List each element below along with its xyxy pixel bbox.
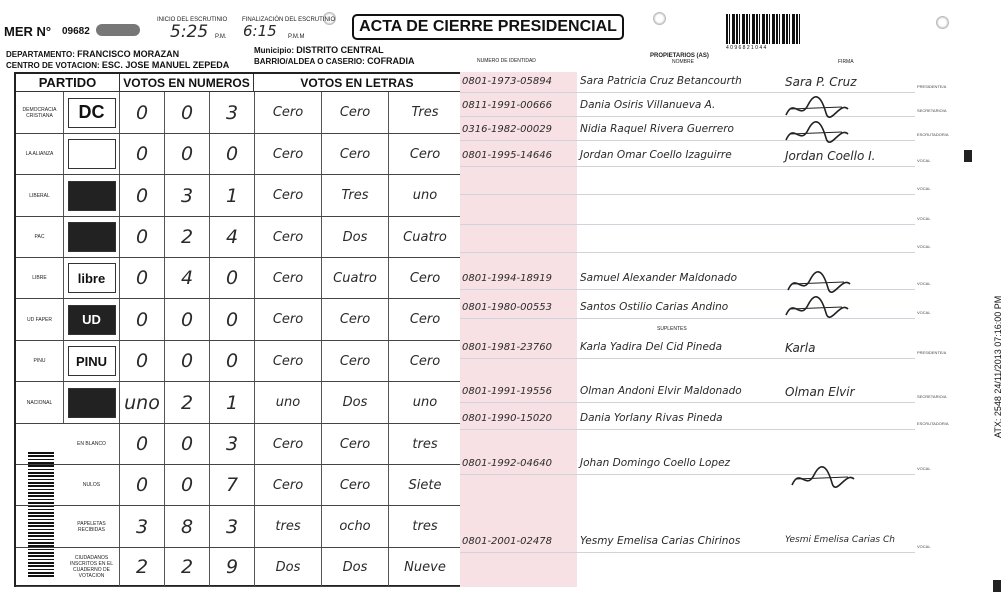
vote-word: uno — [275, 395, 301, 410]
member-role: VOCAL — [917, 244, 931, 249]
vote-word-cell — [390, 134, 460, 174]
party-logo-icon — [68, 139, 116, 169]
centro-label: CENTRO DE VOTACION: — [6, 61, 100, 70]
member-row-line — [460, 166, 915, 167]
vote-number-cell — [165, 424, 210, 464]
municipio-value: DISTRITO CENTRAL — [296, 45, 384, 55]
vote-number-cell — [210, 92, 255, 133]
vote-number: 0 — [180, 308, 194, 331]
party-logo-cell — [64, 258, 120, 298]
member-id: 0801-1990-15020 — [462, 413, 552, 424]
vote-number: 0 — [135, 267, 149, 289]
summary-row — [16, 548, 460, 587]
departamento-value: FRANCISCO MORAZAN — [77, 49, 180, 59]
member-id: 0801-1992-04640 — [462, 458, 552, 469]
member-name: Santos Ostilio Carias Andino — [580, 301, 729, 313]
party-name: DEMOCRACIA CRISTIANA — [22, 106, 57, 119]
vote-number-cell — [165, 134, 210, 174]
vote-word: Cero — [339, 477, 371, 493]
vote-number-cell — [210, 217, 255, 257]
vote-word-cell — [322, 92, 389, 133]
vote-word: Cero — [272, 312, 304, 327]
vote-word: tres — [412, 436, 438, 452]
member-role: ESCRUTADOR/A — [917, 132, 949, 137]
party-name: LIBRE — [32, 275, 47, 281]
results-table — [14, 72, 462, 587]
vote-word-cell — [322, 465, 389, 505]
vote-word: Cero — [272, 105, 304, 120]
member-row-line — [460, 224, 915, 225]
vote-number-cell — [165, 258, 210, 298]
departamento-row — [6, 49, 179, 59]
final-time: 6:15 — [243, 22, 277, 40]
member-id: 0316-1982-00029 — [462, 124, 552, 135]
party-name: LIBERAL — [29, 192, 50, 199]
member-signature: Olman Elvir — [785, 385, 855, 399]
vote-word: Cero — [272, 188, 304, 203]
vote-word: Dos — [342, 559, 368, 575]
vote-number: 0 — [135, 101, 149, 124]
vote-word: Cero — [339, 312, 371, 327]
inicio-label: INICIO DEL ESCRUTINIO — [157, 17, 228, 23]
col-header-partido: PARTIDO — [16, 74, 120, 92]
member-row-line — [460, 252, 915, 253]
col-header-id: NUMERO DE IDENTIDAD — [477, 58, 536, 64]
member-id: 0811-1991-00666 — [462, 100, 552, 111]
member-name: Karla Yadira Del Cid Pineda — [580, 341, 723, 353]
signature-scribble-icon — [782, 120, 852, 148]
member-role: VOCAL — [917, 544, 931, 549]
member-name: Olman Andoni Elvir Maldonado — [580, 385, 742, 397]
party-name-cell — [16, 217, 64, 257]
vote-number-cell — [165, 465, 210, 505]
departamento-label: DEPARTAMENTO: — [6, 50, 75, 59]
vote-word: Nueve — [404, 559, 446, 575]
summary-label: EN BLANCO — [77, 441, 106, 447]
vote-word-cell — [390, 217, 460, 257]
signature-scribble-icon — [782, 295, 852, 323]
vote-number: 3 — [225, 433, 239, 455]
member-name: Johan Domingo Coello Lopez — [580, 457, 731, 469]
vote-number: 3 — [225, 515, 239, 538]
party-logo-cell — [64, 92, 120, 133]
party-name: PAC — [34, 234, 45, 240]
member-role: VOCAL — [917, 186, 931, 191]
vote-word: Cero — [409, 312, 441, 327]
vote-number-cell — [120, 258, 165, 298]
member-id: 0801-1995-14646 — [462, 150, 552, 161]
vote-number: 0 — [225, 350, 239, 372]
vote-word: Dos — [342, 395, 368, 410]
vote-word-cell — [255, 465, 322, 505]
member-name: Nidia Raquel Rivera Guerrero — [580, 123, 734, 135]
vote-word: tres — [275, 519, 301, 534]
party-row — [16, 299, 460, 341]
party-logo-cell — [64, 175, 120, 216]
mer-label: MER N° — [4, 24, 52, 39]
vote-word: Cero — [409, 353, 441, 369]
vote-number: 0 — [135, 226, 149, 248]
vote-word-cell — [322, 217, 389, 257]
vote-number: 0 — [225, 143, 239, 165]
vote-word: Cero — [272, 146, 304, 162]
member-row-line — [460, 358, 915, 359]
vote-word-cell — [255, 217, 322, 257]
vote-number-cell — [120, 382, 165, 423]
member-name: Dania Yorlany Rivas Pineda — [580, 412, 723, 424]
centro-row — [6, 60, 229, 70]
vote-number-cell — [120, 341, 165, 381]
punch-hole — [936, 16, 949, 29]
vote-number-cell — [165, 92, 210, 133]
party-row — [16, 258, 460, 299]
vote-number: 0 — [180, 433, 194, 455]
vote-number-cell — [210, 548, 255, 586]
vote-number: 7 — [225, 474, 239, 496]
party-name-cell — [16, 299, 64, 340]
vote-number-cell — [210, 258, 255, 298]
vote-number-cell — [210, 506, 255, 547]
party-name: PINU — [33, 358, 46, 364]
vote-number-cell — [120, 299, 165, 340]
vote-word: Cero — [339, 105, 371, 120]
vote-word-cell — [255, 424, 322, 464]
vote-number-cell — [120, 134, 165, 174]
member-role: PRESIDENTE/A — [917, 350, 947, 355]
vote-word-cell — [390, 424, 460, 464]
municipio-row — [254, 45, 384, 55]
barcode — [726, 14, 802, 44]
party-row — [16, 382, 460, 424]
vote-number-cell — [120, 217, 165, 257]
vote-number: 0 — [135, 184, 149, 207]
member-role: VOCAL — [917, 466, 931, 471]
vote-number: 9 — [225, 556, 239, 578]
vote-number-cell — [165, 506, 210, 547]
vote-number: 0 — [135, 143, 149, 165]
vote-word: tres — [412, 519, 438, 534]
summary-label: CIUDADANOS INSCRITOS EN EL CUADERNO DE VOTACION — [70, 555, 113, 579]
party-logo-icon: DC — [68, 98, 116, 128]
member-signature: Yesmi Emelisa Carias Ch — [785, 535, 895, 545]
col-header-letras: VOTOS EN LETRAS — [254, 74, 460, 92]
member-id: 0801-1981-23760 — [462, 342, 552, 353]
tse-logo-icon — [96, 24, 140, 36]
vote-word-cell — [390, 175, 460, 216]
vote-word-cell — [390, 258, 460, 298]
member-signature: Karla — [785, 341, 816, 355]
transmission-stamp: ATX: 2548 24/11/2013 07:16:00 PM — [993, 295, 1003, 438]
vote-number-cell — [210, 175, 255, 216]
inicio-suffix: P.M. — [215, 34, 227, 40]
mer-number: 09682 — [62, 26, 90, 37]
summary-row — [16, 465, 460, 506]
vote-number: 0 — [135, 350, 149, 372]
summary-row — [16, 424, 460, 465]
vote-number: 0 — [180, 350, 194, 372]
vote-word-cell — [255, 299, 322, 340]
signature-scribble-icon — [784, 270, 854, 298]
vote-number: 0 — [135, 474, 149, 496]
vote-number: 2 — [180, 391, 194, 414]
party-logo-icon — [68, 181, 116, 211]
vote-word-cell — [255, 341, 322, 381]
summary-label-cell — [64, 465, 120, 505]
vote-number: 3 — [135, 515, 149, 538]
party-row — [16, 175, 460, 217]
member-role: VOCAL — [917, 158, 931, 163]
signature-scribble-icon — [788, 465, 858, 493]
col-header-propietarios: PROPIETARIOS (AS) — [650, 53, 709, 59]
party-name: LA ALIANZA — [25, 151, 54, 157]
member-row-line — [460, 552, 915, 553]
vote-word-cell — [390, 506, 460, 547]
col-header-nombre: NOMBRE — [672, 59, 694, 65]
member-id: 0801-1980-00553 — [462, 302, 552, 313]
vote-number-cell — [120, 465, 165, 505]
vote-word: Dos — [275, 559, 301, 575]
vote-word: Cuatro — [333, 270, 377, 286]
vote-word: Siete — [408, 477, 442, 493]
party-logo-cell — [64, 341, 120, 381]
vote-number-cell — [165, 341, 210, 381]
member-id: 0801-1991-19556 — [462, 386, 552, 397]
punch-hole — [653, 12, 666, 25]
party-row — [16, 134, 460, 175]
vote-word-cell — [255, 258, 322, 298]
vote-number-cell — [165, 382, 210, 423]
vote-number-cell — [210, 134, 255, 174]
vote-word-cell — [322, 506, 389, 547]
vote-word-cell — [322, 424, 389, 464]
barrio-label: BARRIO/ALDEA O CASERIO: — [254, 57, 365, 66]
member-role: VOCAL — [917, 281, 931, 286]
summary-row — [16, 506, 460, 548]
vote-word-cell — [322, 299, 389, 340]
vote-number-cell — [120, 92, 165, 133]
vote-number: 1 — [225, 184, 239, 207]
acta-title: ACTA DE CIERRE PRESIDENCIAL — [352, 14, 624, 40]
member-role: SECRETARIO/A — [917, 108, 947, 113]
vote-word-cell — [255, 506, 322, 547]
vote-number: 0 — [180, 143, 194, 165]
vote-number: uno — [124, 391, 160, 414]
vote-word: Cero — [339, 353, 371, 369]
vote-number: 4 — [225, 226, 239, 248]
member-signature: Sara P. Cruz — [785, 75, 857, 89]
vote-word-cell — [390, 299, 460, 340]
vote-word: Tres — [341, 188, 369, 203]
party-name: NACIONAL — [26, 399, 53, 406]
vote-word: Cero — [409, 270, 441, 286]
vote-number: 2 — [180, 556, 194, 578]
centro-value: ESC. JOSE MANUEL ZEPEDA — [101, 60, 230, 70]
signature-scribble-icon — [782, 95, 852, 123]
member-row-line — [460, 429, 915, 430]
party-logo-cell — [64, 217, 120, 257]
party-logo-icon — [68, 388, 116, 418]
vote-word-cell — [322, 382, 389, 423]
party-name-cell — [16, 341, 64, 381]
vote-word: Dos — [342, 229, 368, 245]
vote-word-cell — [322, 341, 389, 381]
party-logo-cell — [64, 299, 120, 340]
member-id: 0801-1994-18919 — [462, 273, 552, 284]
vote-word: Tres — [411, 105, 439, 120]
vote-word: Cero — [409, 146, 441, 162]
vote-word: uno — [412, 188, 438, 203]
barcode-number: 4 0 9 6 8 2 1 0 4 4 — [726, 45, 767, 51]
member-role: SECRETARIO/A — [917, 394, 947, 399]
vote-number-cell — [165, 175, 210, 216]
barrio-value: COFRADIA — [367, 56, 415, 66]
vote-word-cell — [322, 548, 389, 586]
vote-word-cell — [390, 92, 460, 133]
vote-number: 0 — [225, 308, 239, 331]
inicio-time: 5:25 — [170, 22, 209, 42]
suplentes-label: SUPLENTES — [657, 326, 687, 332]
vote-word-cell — [255, 92, 322, 133]
vote-word: Cero — [272, 436, 304, 452]
municipio-label: Municipio: — [254, 46, 294, 55]
member-role: PRESIDENTE/A — [917, 84, 947, 89]
party-logo-cell — [64, 134, 120, 174]
vote-word: Cero — [339, 146, 371, 162]
vote-number-cell — [165, 217, 210, 257]
vote-number: 0 — [225, 267, 239, 289]
col-header-firma: FIRMA — [838, 59, 854, 65]
vote-number-cell — [120, 424, 165, 464]
vote-number: 0 — [135, 308, 149, 331]
member-name: Sara Patricia Cruz Betancourth — [580, 75, 742, 87]
vote-number-cell — [210, 382, 255, 423]
final-suffix: P.M.M — [288, 34, 305, 40]
party-logo-icon: UD — [68, 305, 116, 335]
vote-word: Cero — [272, 477, 304, 493]
vote-number: 1 — [225, 391, 239, 414]
vote-word-cell — [390, 548, 460, 586]
final-label: FINALIZACIÓN DEL ESCRUTINIO — [242, 17, 336, 23]
member-name: Samuel Alexander Maldonado — [580, 272, 738, 284]
vote-number: 0 — [180, 101, 194, 124]
vote-word-cell — [322, 258, 389, 298]
vote-word-cell — [255, 175, 322, 216]
party-name-cell — [16, 258, 64, 298]
vote-number-cell — [165, 548, 210, 586]
vote-word-cell — [322, 134, 389, 174]
vote-word-cell — [255, 134, 322, 174]
party-name-cell — [16, 92, 64, 133]
vote-word-cell — [322, 175, 389, 216]
member-role: VOCAL — [917, 216, 931, 221]
member-name: Yesmy Emelisa Carias Chirinos — [580, 535, 741, 547]
vote-number-cell — [165, 299, 210, 340]
party-name-cell — [16, 382, 64, 423]
party-name-cell — [16, 175, 64, 216]
party-name-cell — [16, 134, 64, 174]
vote-word: uno — [412, 395, 438, 410]
member-signature: Jordan Coello I. — [785, 149, 876, 163]
vote-number: 4 — [180, 267, 194, 289]
vote-word: ocho — [339, 519, 371, 534]
vote-number-cell — [210, 465, 255, 505]
vote-word: Cuatro — [403, 229, 447, 245]
vote-number-cell — [210, 299, 255, 340]
vote-number: 0 — [135, 433, 149, 455]
party-row — [16, 341, 460, 382]
summary-label-cell — [64, 548, 120, 586]
member-row-line — [460, 92, 915, 93]
member-name: Jordan Omar Coello Izaguirre — [580, 149, 732, 161]
vote-number-cell — [210, 341, 255, 381]
barrio-row — [254, 56, 415, 66]
vote-number: 2 — [180, 226, 194, 248]
member-id: 0801-2001-02478 — [462, 536, 552, 547]
edge-mark — [993, 580, 1001, 592]
edge-mark — [964, 150, 972, 162]
member-row-line — [460, 402, 915, 403]
vote-word-cell — [390, 465, 460, 505]
vote-number: 3 — [180, 184, 194, 207]
vote-number-cell — [210, 424, 255, 464]
party-name: UD FAPER — [26, 316, 52, 323]
vote-word: Cero — [272, 270, 304, 286]
party-logo-cell — [64, 382, 120, 423]
summary-label: NULOS — [82, 482, 101, 488]
vote-word-cell — [255, 548, 322, 586]
party-logo-icon: libre — [68, 263, 116, 293]
vote-number: 3 — [225, 101, 239, 124]
member-role: VOCAL — [917, 310, 931, 315]
vote-number-cell — [120, 548, 165, 586]
vote-word: Cero — [339, 436, 371, 452]
vote-word-cell — [390, 382, 460, 423]
party-logo-icon: PINU — [68, 346, 116, 376]
vote-number: 2 — [135, 556, 149, 578]
vote-number: 0 — [180, 474, 194, 496]
vote-number-cell — [120, 506, 165, 547]
party-logo-icon — [68, 222, 116, 252]
vote-number-cell — [120, 175, 165, 216]
vote-word-cell — [255, 382, 322, 423]
party-row — [16, 217, 460, 258]
member-id: 0801-1973-05894 — [462, 76, 552, 87]
member-role: ESCRUTADOR/A — [917, 421, 949, 426]
vote-word-cell — [390, 341, 460, 381]
summary-label-cell — [64, 506, 120, 547]
summary-label: PAPELETAS RECIBIDAS — [77, 520, 106, 533]
vote-word: Cero — [272, 353, 304, 369]
member-row-line — [460, 194, 915, 195]
summary-label-cell — [64, 424, 120, 464]
member-name: Dania Osiris Villanueva A. — [580, 99, 716, 111]
vote-word: Cero — [272, 229, 304, 245]
party-row — [16, 92, 460, 134]
col-header-numeros: VOTOS EN NUMEROS — [120, 74, 254, 92]
vote-number: 8 — [180, 515, 194, 538]
